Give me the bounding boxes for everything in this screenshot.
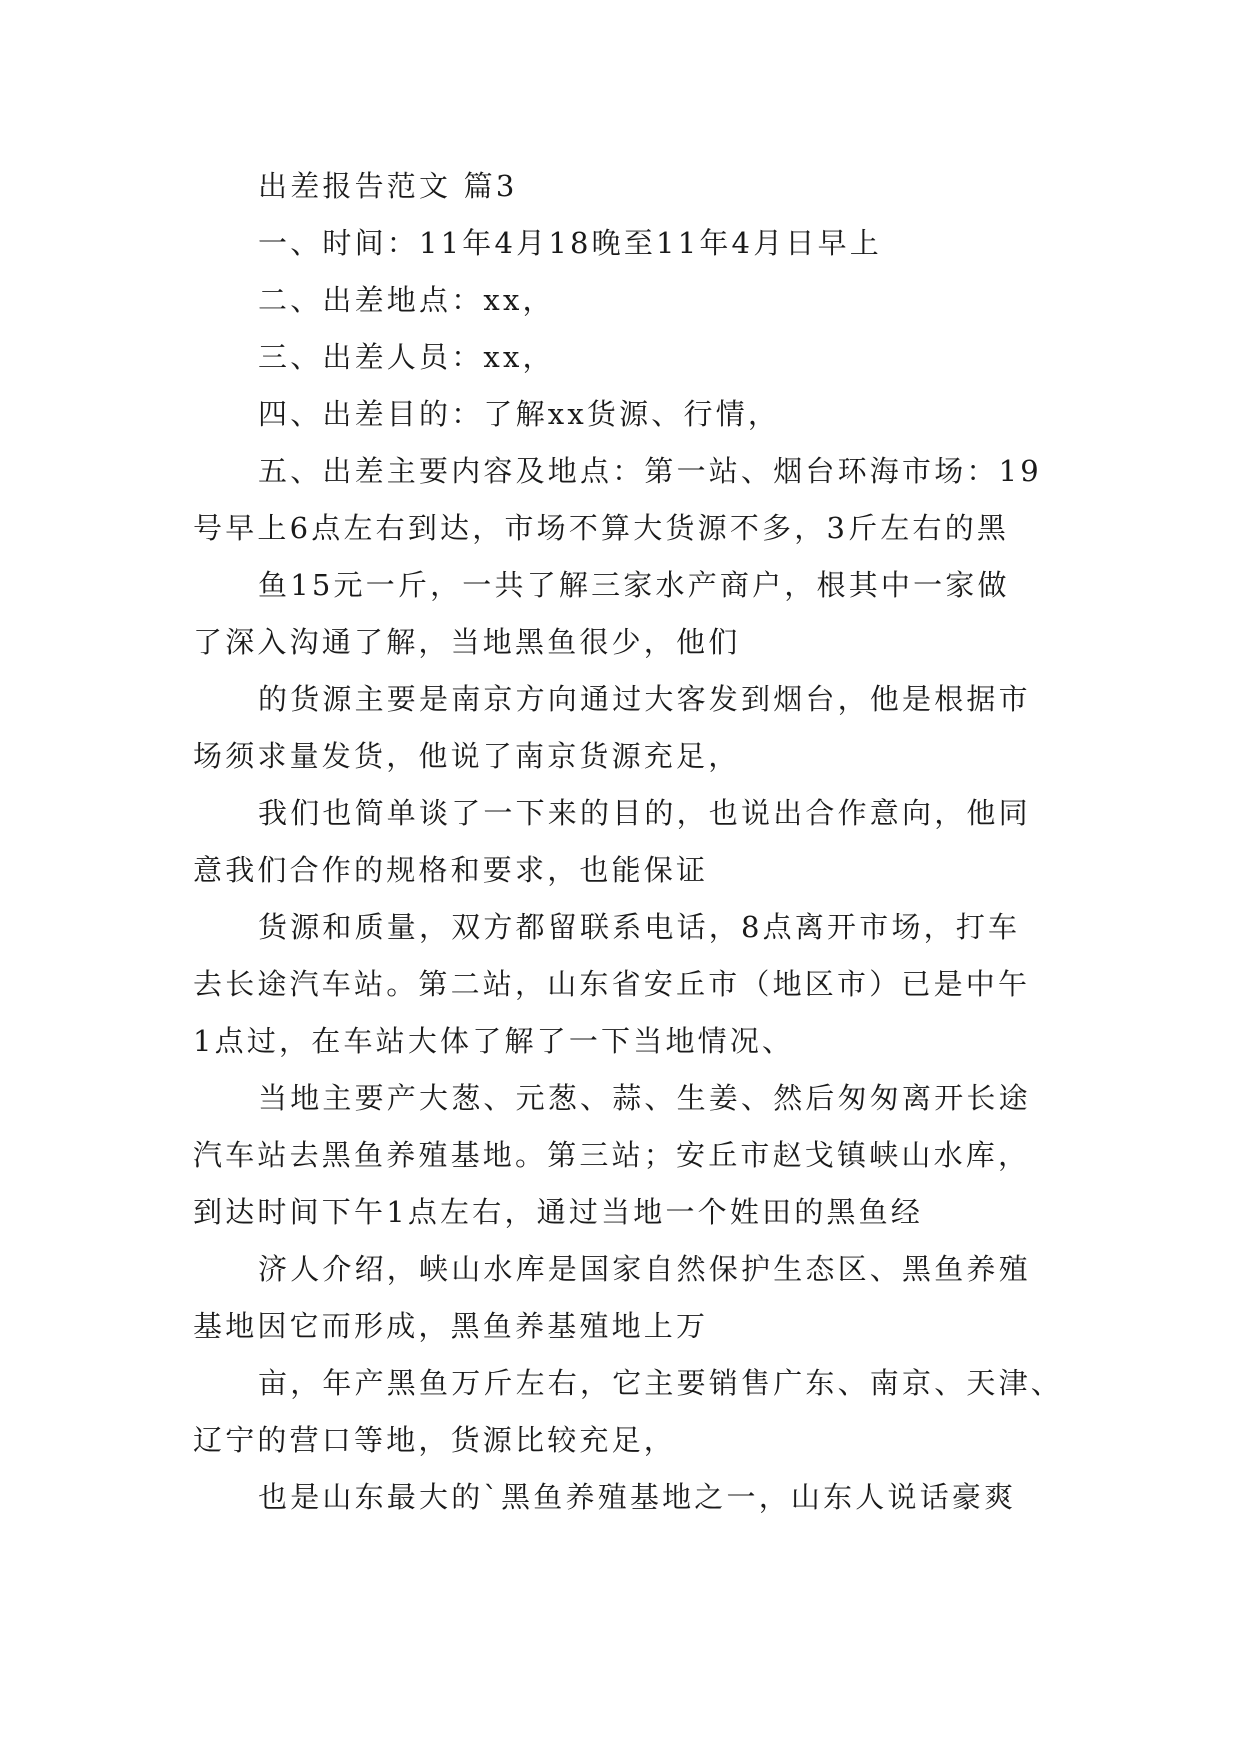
text-line-location: 二、出差地点：xx， [258, 283, 555, 317]
text-line: 基地因它而形成，黑鱼养基殖地上万 [193, 1309, 709, 1343]
text-line: 鱼15元一斤，一共了解三家水产商户，根其中一家做 [258, 568, 1010, 602]
text-line: 意我们合作的规格和要求，也能保证 [193, 853, 709, 887]
text-line: 了深入沟通了解，当地黑鱼很少，他们 [193, 625, 741, 659]
text-line: 汽车站去黑鱼养殖基地。第三站；安丘市赵戈镇峡山水库， [193, 1138, 1031, 1172]
text-line: 场须求量发货，他说了南京货源充足， [193, 739, 741, 773]
text-line-purpose: 四、出差目的：了解xx货源、行情， [258, 397, 781, 431]
document-title: 出差报告范文 篇3 [258, 169, 518, 203]
text-line: 号早上6点左右到达，市场不算大货源不多，3斤左右的黑 [193, 511, 1010, 545]
text-line: 我们也简单谈了一下来的目的，也说出合作意向，他同 [258, 796, 1031, 830]
text-line: 货源和质量，双方都留联系电话，8点离开市场，打车 [258, 910, 1021, 944]
text-line-personnel: 三、出差人员：xx， [258, 340, 555, 374]
text-line: 当地主要产大葱、元葱、蒜、生姜、然后匆匆离开长途 [258, 1081, 1031, 1115]
text-line: 到达时间下午1点左右，通过当地一个姓田的黑鱼经 [193, 1195, 924, 1229]
text-line: 1点过，在车站大体了解了一下当地情况、 [193, 1024, 795, 1058]
text-line: 辽宁的营口等地，货源比较充足， [193, 1423, 677, 1457]
text-line-time: 一、时间：11年4月18晚至11年4月日早上 [258, 226, 883, 260]
text-line: 五、出差主要内容及地点：第一站、烟台环海市场：19 [258, 454, 1042, 488]
text-line: 的货源主要是南京方向通过大客发到烟台，他是根据市 [258, 682, 1031, 716]
text-line: 亩，年产黑鱼万斤左右，它主要销售广东、南京、天津、 [258, 1366, 1064, 1400]
text-line: 济人介绍，峡山水库是国家自然保护生态区、黑鱼养殖 [258, 1252, 1031, 1286]
text-line: 去长途汽车站。第二站，山东省安丘市（地区市）已是中午 [193, 967, 1031, 1001]
text-line: 也是山东最大的`黑鱼养殖基地之一，山东人说话豪爽 [258, 1480, 1017, 1514]
